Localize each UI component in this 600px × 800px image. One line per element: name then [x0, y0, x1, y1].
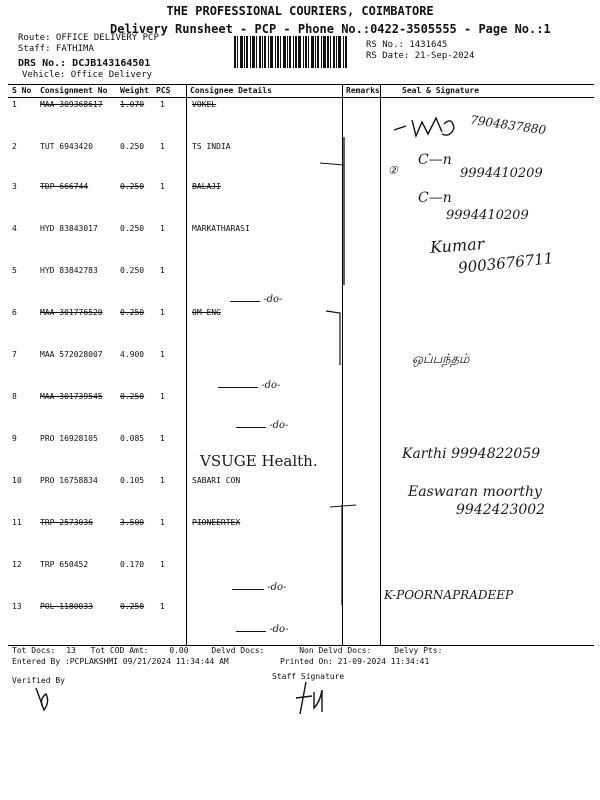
row-sno: 10 — [12, 476, 22, 485]
row-sno: 13 — [12, 602, 22, 611]
rs-date: RS Date: 21-Sep-2024 — [366, 51, 475, 61]
row-weight: 0.250 — [120, 266, 145, 275]
row-consignment: POL 1180033 — [40, 602, 93, 611]
handwritten-signature-row-9: Karthi 9994822059 — [402, 446, 541, 462]
row-sno: 12 — [12, 560, 22, 569]
non-delvd-docs-label: Non Delvd Docs: — [299, 646, 372, 655]
row-sno: 8 — [12, 392, 17, 401]
handwritten-bracket-lines — [300, 135, 360, 635]
tot-docs-label: Tot Docs: — [12, 646, 56, 655]
row-consignee: MARKATHARASI — [192, 224, 250, 233]
column-header-weight: Weight — [120, 86, 149, 95]
column-header-remarks: Remarks — [346, 86, 380, 95]
ditto-mark-row-12: -do- — [232, 582, 286, 593]
row-pcs: 1 — [160, 182, 165, 191]
row-consignment: TDP 666744 — [40, 182, 89, 191]
column-header-consignment: Consignment No — [40, 86, 108, 95]
row-weight: 3.500 — [120, 518, 145, 527]
cod-value: 0.00 — [169, 646, 189, 655]
tot-docs-value: 13 — [66, 646, 76, 655]
column-header-signature: Seal & Signature — [402, 86, 480, 95]
row-pcs: 1 — [160, 266, 165, 275]
row-consignment: MAA 301776520 — [40, 308, 103, 317]
staff-label: Staff: FATHIMA — [18, 44, 94, 54]
row-consignee: BALAJI — [192, 182, 221, 191]
table-header-border — [8, 97, 594, 98]
row-consignment: HYD 83842783 — [40, 266, 98, 275]
row-pcs: 1 — [160, 560, 165, 569]
row-pcs: 1 — [160, 476, 165, 485]
row-sno: 3 — [12, 182, 17, 191]
signature-scribble-row-1 — [392, 112, 472, 142]
handwritten-phone-row-2: 9994410209 — [460, 166, 543, 181]
row-weight: 0.250 — [120, 308, 145, 317]
column-header-consignee: Consignee Details — [190, 86, 272, 95]
row-pcs: 1 — [160, 142, 165, 151]
row-sno: 2 — [12, 142, 17, 151]
barcode-image — [234, 36, 360, 68]
rs-number: RS No.: 1431645 — [366, 40, 448, 50]
row-weight: 4.900 — [120, 350, 145, 359]
row-consignment: TRP 2573036 — [40, 518, 93, 527]
row-weight: 0.250 — [120, 224, 145, 233]
handwritten-phone-row-4: 9003676711 — [457, 249, 555, 277]
row-pcs: 1 — [160, 434, 165, 443]
row-pcs: 1 — [160, 308, 165, 317]
table-top-border — [8, 84, 594, 85]
column-header-sno: S No — [12, 86, 32, 95]
signature-initial-row-3: C—n — [418, 190, 452, 206]
row-pcs: 1 — [160, 224, 165, 233]
handwritten-signature-row-13: K-POORNAPRADEEP — [384, 588, 514, 602]
row-pcs: 1 — [160, 602, 165, 611]
row-weight: 0.250 — [120, 142, 145, 151]
delvd-docs-label: Delvd Docs: — [211, 646, 265, 655]
runsheet-subtitle: Delivery Runsheet - PCP - Phone No.:0422-3505555 - Page No.:1 — [110, 22, 551, 36]
row-consignment: TUT 6943420 — [40, 142, 93, 151]
row-sno: 1 — [12, 100, 17, 109]
row-sno: 6 — [12, 308, 17, 317]
row-weight: 0.250 — [120, 602, 145, 611]
cod-label: Tot COD Amt: — [90, 646, 149, 655]
row-consignment: PRO 16928105 — [40, 434, 98, 443]
row-consignee: SABARI CON — [192, 476, 241, 485]
row-pcs: 1 — [160, 518, 165, 527]
ditto-mark-row-8: -do- — [236, 420, 288, 431]
row-weight: 0.250 — [120, 182, 145, 191]
row-pcs: 1 — [160, 350, 165, 359]
row-consignee: OM ENG — [192, 308, 221, 317]
row-consignee: TS INDIA — [192, 142, 231, 151]
signature-initial-row-2: C—n — [418, 152, 452, 168]
row-consignment: MAA 301739545 — [40, 392, 103, 401]
company-title: THE PROFESSIONAL COURIERS, COIMBATORE — [166, 4, 434, 18]
footer-totals-line — [12, 646, 442, 655]
circled-number: ② — [388, 164, 398, 177]
row-consignment: HYD 83843017 — [40, 224, 98, 233]
handwritten-name-row-4: Kumar — [429, 234, 485, 257]
row-weight: 0.250 — [120, 392, 145, 401]
row-consignment: PRO 16758834 — [40, 476, 98, 485]
handwritten-phone-row-1: 7904837880 — [469, 112, 547, 138]
row-pcs: 1 — [160, 100, 165, 109]
row-weight: 0.105 — [120, 476, 145, 485]
entered-by: Entered By :PCPLAKSHMI 09/21/2024 11:34:44 AM — [12, 657, 229, 666]
column-header-pcs: PCS — [156, 86, 171, 95]
ditto-mark-row-5: -do- — [230, 294, 282, 305]
row-sno: 5 — [12, 266, 17, 275]
row-consignment: MAA 572028007 — [40, 350, 103, 359]
column-divider-consignee — [186, 84, 187, 645]
route-label: Route: OFFICE DELIVERY PCP — [18, 33, 159, 43]
verified-by-signature — [30, 684, 60, 714]
vehicle-label: Vehicle: Office Delivery — [22, 70, 153, 80]
handwritten-consignee-row-9: VSUGE Health. — [200, 452, 318, 470]
row-sno: 11 — [12, 518, 22, 527]
row-weight: 1.070 — [120, 100, 145, 109]
row-consignment: TRP 650452 — [40, 560, 89, 569]
row-weight: 0.085 — [120, 434, 145, 443]
verified-by-label: Verified By — [12, 676, 65, 685]
row-sno: 7 — [12, 350, 17, 359]
handwritten-phone-row-10: 9942423002 — [456, 502, 546, 518]
row-sno: 4 — [12, 224, 17, 233]
ditto-mark-row-7: -do- — [218, 380, 280, 391]
drs-number: DRS No.: DCJB143164501 — [18, 58, 151, 69]
printed-on: Printed On: 21-09-2024 11:34:41 — [280, 657, 430, 666]
delvy-pts-label: Delvy Pts: — [394, 646, 443, 655]
handwritten-phone-row-3: 9994410209 — [446, 208, 529, 223]
row-consignee: PIONEERTEX — [192, 518, 241, 527]
staff-signature-scribble — [292, 678, 332, 718]
handwritten-name-row-10: Easwaran moorthy — [408, 484, 542, 500]
handwritten-tamil-row-7: ஒப்பந்தம் — [412, 352, 470, 367]
column-divider-signature — [380, 84, 381, 645]
row-consignment: MAA 309368617 — [40, 100, 103, 109]
row-pcs: 1 — [160, 392, 165, 401]
row-consignee: VOKEL — [192, 100, 217, 109]
row-weight: 0.170 — [120, 560, 145, 569]
row-sno: 9 — [12, 434, 17, 443]
ditto-mark-row-13: -do- — [236, 624, 288, 635]
staff-signature-label: Staff Signature — [272, 672, 345, 681]
